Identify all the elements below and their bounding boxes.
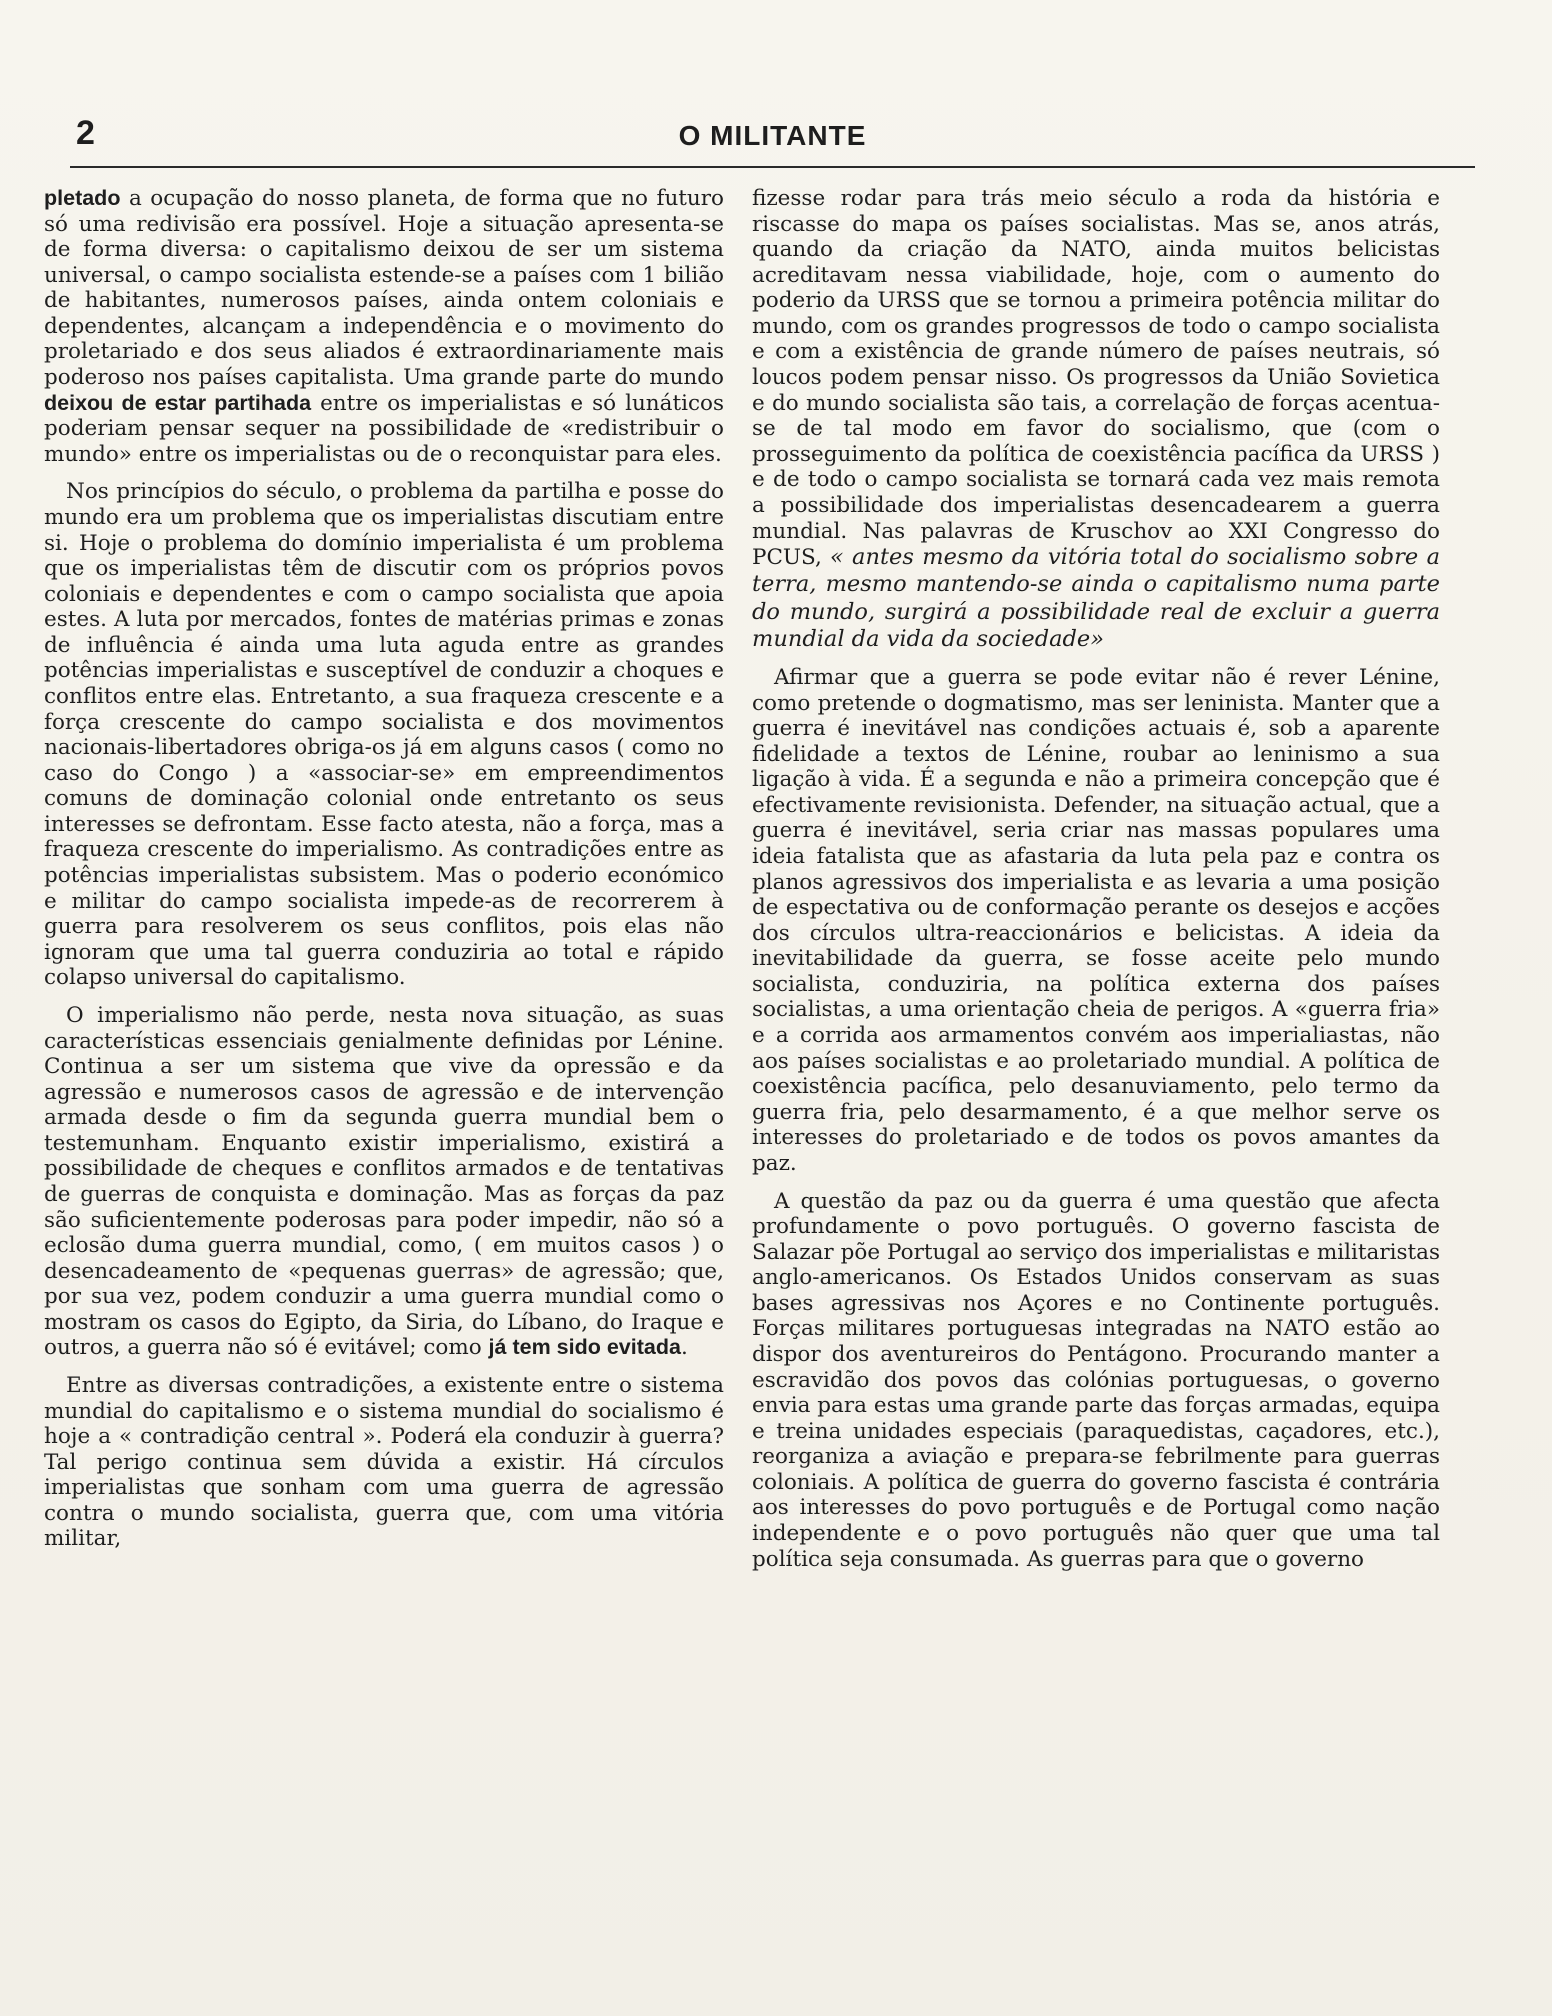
left-paragraph-1-emphasis: deixou de estar partihada (44, 390, 312, 415)
left-text-column (44, 186, 724, 1986)
right-paragraph-2: Afirmar que a guerra se pode evitar não é rever Lénine, como pretende o dogmatismo, mas ser leninista. Manter que a guerra é inevitável nas condições actuais é, sob a aparente fidelidade a textos de Lénine, roubar ao leninismo a sua ligação à vida. É a segunda e não a primeira concepção que é efectivamente revisionista. Defender, na situação actual, que a guerra é inevitável, seria criar nas massas populares uma ideia fatalista que as afastaria da luta pela paz e contra os planos agressivos dos imperialista e as levaria a uma posição de espectativa ou de conformação perante os desejos e acções dos círculos ultra-reaccionários e belicistas. A ideia da inevitabilidade da guerra, se fosse aceite pelo mundo socialista, conduziria, na política externa dos países socialistas, a uma orientação cheia de perigos. A «guerra fria» e a corrida aos armamentos convém aos imperialiastas, não aos países socialistas e ao proletariado mundial. A política de coexistência pacífica, pelo desanuviamento, pelo termo da guerra fria, pelo desarmamento, é a que melhor serve os interesses do proletariado e de todos os povos amantes da paz. (752, 664, 1440, 1176)
left-paragraph-1-ending: entre os imperialistas e só lunáticos poderiam pensar sequer na possibilidade de «redistribuir o mundo» entre os imperialistas ou de o reconquistar para eles. (44, 390, 724, 467)
left-paragraph-1 (44, 186, 724, 467)
right-paragraph-1 (752, 186, 1440, 653)
page-number: 2 (76, 114, 95, 152)
right-paragraph-1-quote: « antes mesmo da vitória total do socialismo sobre a terra, mesmo mantendo-se ainda o capitalismo numa parte do mundo, surgirá a possibilidade real de excluir a guerra mundial da vida da sociedade» (752, 544, 1440, 652)
right-text-column (752, 186, 1440, 1986)
page-header (70, 108, 1475, 168)
left-paragraph-1-lead: pletado (44, 186, 121, 210)
left-paragraph-1-body: a ocupação do nosso planeta, de forma que no futuro só uma redivisão era possível. Hoje a situação apresenta-se de forma diversa: o capitalismo deixou de ser um sistema universal, o campo socialista estende-se a países com 1 bilião de habitantes, numerosos países, ainda ontem coloniais e dependentes, alcançam a independência e o movimento do proletariado e dos seus aliados é extraordinariamente mais poderoso nos países capitalista. Uma grande parte do mundo (44, 186, 724, 391)
left-paragraph-3-body: O imperialismo não perde, nesta nova situação, as suas características essenciais genialmente definidas por Lénine. Continua a ser um sistema que vive da opressão e da agressão e numerosos casos de agressão e de intervenção armada desde o fim da segunda guerra mundial bem o testemunham. Enquanto existir imperialismo, existirá a possibilidade de cheques e conflitos armados e de tentativas de guerras de conquista e dominação. Mas as forças da paz são suficientemente poderosas para poder impedir, não só a eclosão duma guerra mundial, como, ( em muitos casos ) o desencadeamento de «pequenas guerras» de agressão; que, por sua vez, podem conduzir a uma guerra mundial como o mostram os casos do Egipto, da Siria, do Líbano, do Iraque e outros, a guerra não só é evitável; como (44, 1002, 724, 1361)
left-paragraph-3-ending: . (680, 1335, 688, 1361)
right-paragraph-3: A questão da paz ou da guerra é uma questão que afecta profundamente o povo português. O governo fascista de Salazar põe Portugal ao serviço dos imperialistas e militaristas anglo-americanos. Os Estados Unidos conservam as suas bases agressivas nos Açores e no Continente português. Forças militares portuguesas integradas na NATO estão ao dispor dos aventureiros do Pentágono. Procurando manter a escravidão dos povos das colónias portuguesas, o governo envia para estas uma grande parte das forças armadas, equipa e treina unidades especiais (paraquedistas, caçadores, etc.), reorganiza a aviação e prepara-se febrilmente para guerras coloniais. A política de guerra do governo fascista é contrária aos interesses do povo português e de Portugal como nação independente e o povo português não quer que uma tal política seja consumada. As guerras para que o governo (752, 1188, 1440, 1572)
left-paragraph-3-emphasis: já tem sido evitada (488, 1335, 681, 1360)
left-paragraph-2: Nos princípios do século, o problema da partilha e posse do mundo era um problema que os imperialistas discutiam entre si. Hoje o problema do domínio imperialista é um problema que os imperialistas têm de discutir com os próprios povos coloniais e dependentes e com o campo socialista que apoia estes. A luta por mercados, fontes de matérias primas e zonas de influência é ainda uma luta aguda entre as grandes potências imperialistas e susceptível de conduzir a choques e conflitos entre elas. Entretanto, a sua fraqueza crescente e a força crescente do campo socialista e dos movimentos nacionais-libertadores obriga-os já em alguns casos ( como no caso do Congo ) a «associar-se» em empreendimentos comuns de dominação colonial onde entretanto os seus interesses se defrontam. Esse facto atesta, não a força, mas a fraqueza crescente do imperialismo. As contradições entre as potências imperialistas subsistem. Mas o poderio económico e militar do campo socialista impede-as de recorrerem à guerra para resolverem os seus conflitos, pois elas não ignoram que uma tal guerra conduziria ao total e rápido colapso universal do capitalismo. (44, 479, 724, 991)
right-paragraph-1-body: fizesse rodar para trás meio século a roda da história e riscasse do mapa os países socialistas. Mas se, anos atrás, quando da criação da NATO, ainda muitos belicistas acreditavam nessa viabilidade, hoje, com o aumento do poderio da URSS que se tornou a primeira potência militar do mundo, com os grandes progressos de todo o campo socialista e com a existência de grande número de países neutrais, só loucos podem pensar nisso. Os progressos da União Sovietica e do mundo socialista são tais, a correlação de forças acentua-se de tal modo em favor do socialismo, que (com o prosseguimento da política de coexistência pacífica da URSS ) e de todo o campo socialista se tornará cada vez mais remota a possibilidade dos imperialistas desencadearem a guerra mundial. Nas palavras de Kruschov ao XXI Congresso do PCUS, (752, 186, 1440, 571)
left-paragraph-4: Entre as diversas contradições, a existente entre o sistema mundial do capitalismo e o sistema mundial do socialismo é hoje a « contradição central ». Poderá ela conduzir à guerra? Tal perigo continua sem dúvida a existir. Há círculos imperialistas que sonham com uma guerra de agressão contra o mundo socialista, guerra que, com uma vitória militar, (44, 1373, 724, 1552)
publication-title: O MILITANTE (678, 120, 867, 151)
left-paragraph-3 (44, 1003, 724, 1361)
